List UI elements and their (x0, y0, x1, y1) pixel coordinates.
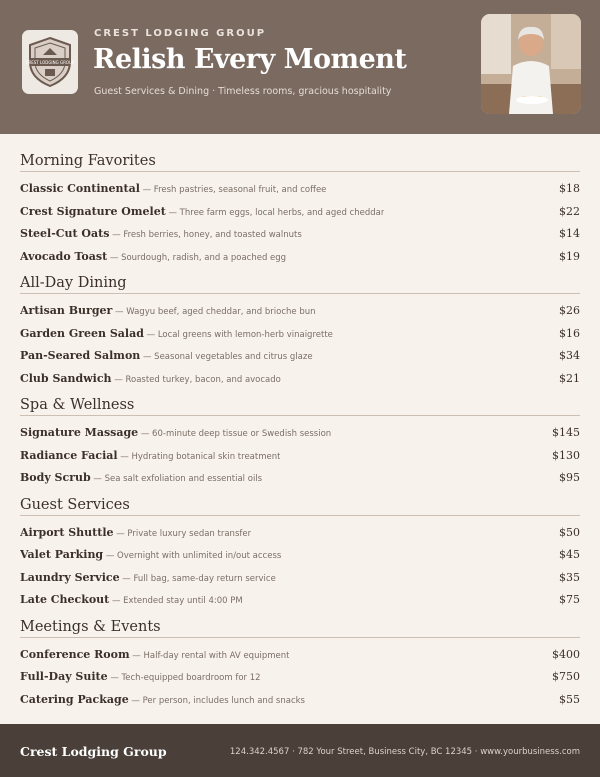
chef-photo (481, 14, 581, 114)
menu-item (20, 642, 580, 665)
item-description: — Three farm eggs, local herbs, and aged cheddar (165, 207, 385, 218)
item-description: — Seasonal vegetables and citrus glaze (140, 352, 313, 362)
item-price: $16 (559, 326, 580, 340)
item-name: Radiance Facial (20, 448, 118, 462)
menu-list (20, 150, 580, 715)
menu-item (20, 443, 580, 466)
menu-section (20, 494, 580, 610)
menu-item (20, 199, 580, 222)
item-price: $21 (559, 371, 580, 385)
item-name: Garden Green Salad (20, 326, 144, 340)
menu-item (20, 664, 580, 687)
item-price: $14 (559, 227, 580, 240)
svg-text:CREST LODGING GROUP: CREST LODGING GROUP (26, 60, 74, 65)
item-price: $18 (559, 182, 580, 195)
menu-item (20, 542, 580, 565)
item-description: — Wagyu beef, aged cheddar, and brioche bun (112, 307, 316, 317)
header-banner (0, 0, 600, 134)
item-price: $95 (559, 471, 580, 484)
item-description: — Sea salt exfoliation and essential oils (90, 474, 263, 484)
crest-shield-icon (26, 36, 74, 88)
item-name: Pan-Seared Salmon (20, 349, 141, 362)
item-description: — Sourdough, radish, and a poached egg (107, 252, 287, 263)
menu-item (20, 520, 580, 543)
menu-section (20, 394, 580, 488)
menu-item (20, 176, 580, 199)
item-description: — Private luxury sedan transfer (113, 528, 252, 539)
item-price: $45 (559, 548, 580, 561)
item-name: Body Scrub (20, 471, 91, 484)
footer-brand: Crest Lodging Group (20, 744, 167, 759)
item-price: $22 (559, 204, 580, 218)
item-name: Signature Massage (20, 426, 139, 439)
menu-item (20, 321, 580, 344)
item-name: Laundry Service (20, 570, 120, 584)
menu-item (20, 587, 580, 610)
section-title: Guest Services (20, 494, 580, 516)
menu-item (20, 366, 580, 389)
section-title: Morning Favorites (20, 150, 580, 172)
item-name: Avocado Toast (20, 249, 108, 263)
item-name: Conference Room (20, 647, 130, 661)
item-price: $130 (552, 448, 580, 462)
item-description: — Fresh berries, honey, and toasted walnuts (109, 230, 302, 240)
item-price: $26 (559, 304, 580, 317)
item-description: — Local greens with lemon-herb vinaigrette (143, 329, 333, 340)
item-name: Catering Package (20, 692, 129, 706)
item-description: — 60-minute deep tissue or Swedish session (138, 429, 332, 439)
footer (0, 724, 600, 777)
item-price: $35 (559, 570, 580, 584)
item-name: Valet Parking (20, 548, 104, 561)
item-description: — Half-day rental with AV equipment (129, 650, 290, 661)
menu-item (20, 465, 580, 488)
menu-item (20, 221, 580, 244)
item-name: Artisan Burger (20, 304, 113, 317)
item-name: Airport Shuttle (20, 525, 114, 539)
menu-item (20, 244, 580, 267)
logo (22, 30, 78, 94)
item-description: — Per person, includes lunch and snacks (128, 695, 305, 706)
item-description: — Tech-equipped boardroom for 12 (107, 673, 261, 683)
item-price: $400 (552, 647, 580, 661)
section-title: All-Day Dining (20, 272, 580, 294)
chef-photo-icon (481, 14, 581, 114)
item-price: $145 (552, 426, 580, 439)
item-price: $19 (559, 249, 580, 263)
section-title: Spa & Wellness (20, 394, 580, 416)
item-price: $55 (559, 692, 580, 706)
item-name: Full-Day Suite (20, 670, 108, 683)
menu-section (20, 272, 580, 388)
menu-item (20, 298, 580, 321)
menu-item (20, 565, 580, 588)
footer-contact: 124.342.4567 · 782 Your Street, Business City, BC 12345 · www.yourbusiness.com (229, 747, 580, 757)
page-title: Relish Every Moment (93, 44, 407, 75)
item-price: $50 (559, 525, 580, 539)
menu-section (20, 150, 580, 266)
tagline: Guest Services & Dining · Timeless rooms, gracious hospitality (94, 86, 392, 97)
menu-item (20, 687, 580, 710)
item-price: $75 (559, 593, 580, 606)
item-price: $34 (559, 349, 580, 362)
item-price: $750 (552, 670, 580, 683)
item-description: — Overnight with unlimited in/out access (103, 551, 282, 561)
item-name: Club Sandwich (20, 371, 112, 385)
menu-item (20, 420, 580, 443)
item-description: — Fresh pastries, seasonal fruit, and coffee (139, 185, 327, 195)
item-description: — Full bag, same-day return service (119, 573, 276, 584)
menu-section (20, 616, 580, 710)
item-description: — Extended stay until 4:00 PM (109, 596, 243, 606)
item-name: Classic Continental (20, 182, 140, 195)
item-name: Crest Signature Omelet (20, 204, 166, 218)
item-name: Late Checkout (20, 593, 110, 606)
section-title: Meetings & Events (20, 616, 580, 638)
item-description: — Hydrating botanical skin treatment (117, 451, 281, 462)
item-description: — Roasted turkey, bacon, and avocado (111, 374, 281, 385)
brand-name: CREST LODGING GROUP (94, 28, 267, 39)
menu-item (20, 343, 580, 366)
item-name: Steel-Cut Oats (20, 227, 110, 240)
